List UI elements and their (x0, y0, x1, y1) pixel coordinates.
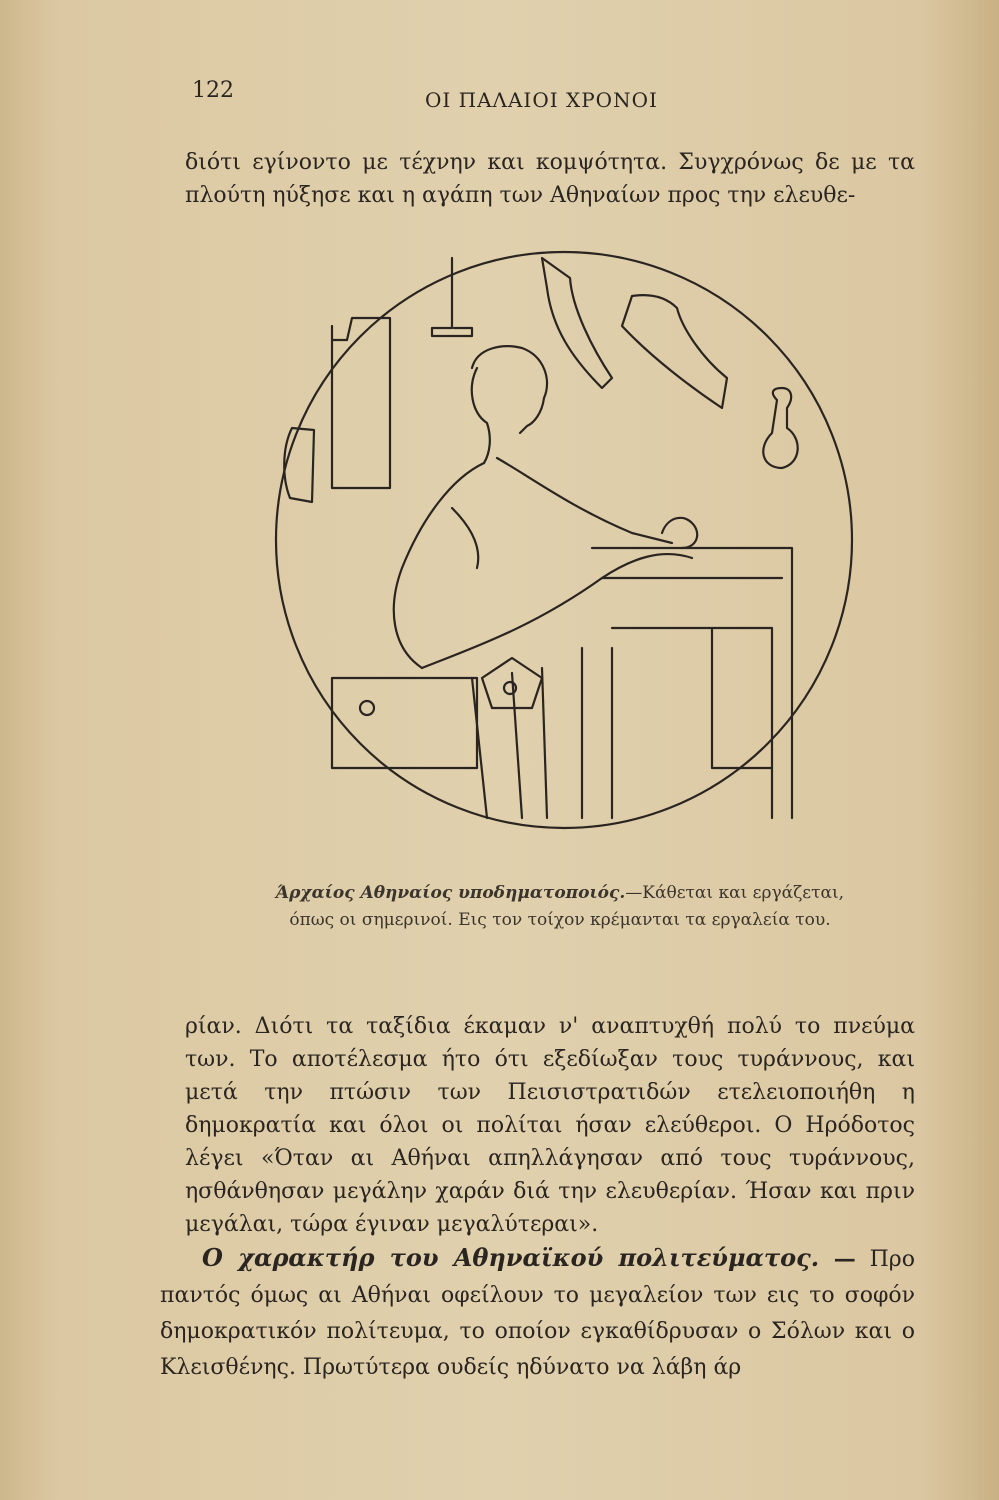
shoemaker-hair-beard (472, 368, 490, 463)
paragraph-text: ρίαν. Διότι τα ταξίδια έκαμαν ν' αναπτυχθή πολύ το πνεύμα των. Το αποτέλεσμα ήτο ότι εξεδίωξαν τους τυράννους, και μετά την πτώσιν των Πεισιστρατιδών ετελειοποιήθη η δημοκρατία και όλοι οι πολίται ήσαν ελεύθεροι. Ο Ηρόδοτος λέγει «Όταν αι Αθήναι απηλλάγησαν από τους τυράννους, ησθάνθησαν μεγάλην χαράν διά την ελευθερίαν. Ήσαν και πριν μεγάλαι, τώρα έγιναν μεγαλύτεραι». (185, 1014, 915, 1237)
knee-block-hole (504, 682, 516, 694)
work-table (592, 548, 792, 818)
table-legs (582, 648, 612, 818)
caption-title: Άρχαίος Αθηναίος υποδηματοποιός. (275, 883, 626, 903)
hanging-boot (542, 258, 612, 388)
hanging-knife (763, 388, 797, 468)
paragraph-middle (185, 1010, 915, 1241)
drape-folds (472, 668, 547, 818)
vase-illustration (272, 248, 856, 832)
section-athenian-constitution (160, 1240, 915, 1386)
paragraph-top (185, 146, 915, 212)
heading-dash: — (819, 1246, 856, 1272)
hanging-sole (284, 428, 314, 502)
section-heading: Ο χαρακτήρ του Αθηναϊκού πολιτεύματος. (202, 1243, 820, 1272)
hanging-leather-piece (332, 318, 390, 488)
stool (332, 678, 477, 768)
shoemaker-drawing (272, 248, 856, 832)
shoe-last (662, 518, 697, 548)
page-header (0, 78, 999, 118)
page-number: 122 (192, 78, 234, 103)
section-text: Προ παντός όμως αι Αθήναι οφείλουν το μεγαλείον των εις το σοφόν δημοκρατικόν πολίτευμα, το οποίον εγκαθίδρυσαν ο Σόλων και ο Κλεισθένης. Πρωτύτερα ουδείς ηδύνατο να λάβη άρ (160, 1247, 915, 1380)
shoemaker-back (394, 463, 484, 668)
hanging-shoe (622, 295, 727, 408)
running-title: ΟΙ ΠΑΛΑΙΟΙ ΧΡΟΝΟΙ (425, 88, 658, 112)
stool-hole (360, 701, 374, 715)
figure-caption (262, 880, 858, 934)
shoemaker-chest (452, 508, 478, 568)
drape-top (422, 554, 692, 668)
shoemaker-arm (497, 458, 672, 543)
paragraph-text: διότι εγίνοντο με τέχνην και κομψότητα. Συγχρόνως δε με τα πλούτη ηύξησε και η αγάπη των Αθηναίων προς την ελευθε- (185, 150, 915, 208)
caption-text: —Κάθεται και εργάζεται, όπως οι σημερινοί. Εις τον τοίχον κρέμανται τα εργαλεία του. (289, 883, 845, 930)
